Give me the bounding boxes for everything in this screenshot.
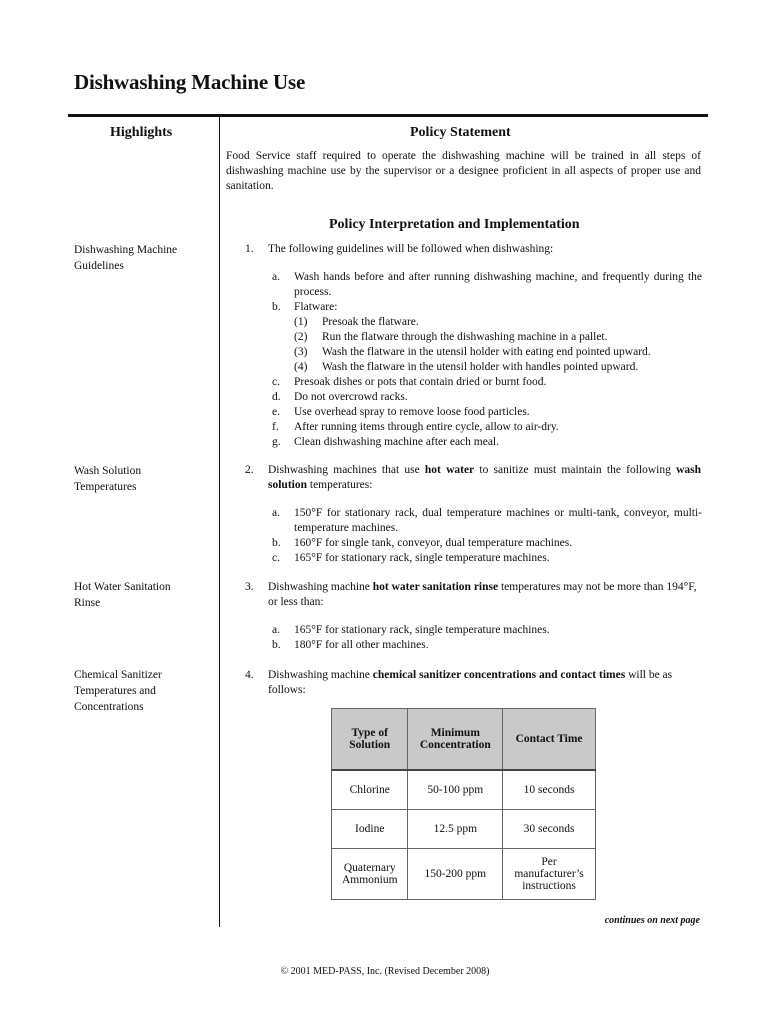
table-header: Minimum Concentration — [408, 709, 503, 771]
policy-statement-text: Food Service staff required to operate the dishwashing machine will be trained in all steps of dishwashing machine use by the supervisor or a designee proficient in all aspects of proper use and sanitation. — [226, 150, 701, 192]
section-intro: Dishwashing machines that use hot water to sanitize must maintain the following wash solution temperatures: — [268, 464, 701, 491]
table-cell: Per manufacturer’s instructions — [503, 849, 596, 900]
table-header: Type of Solution — [332, 709, 408, 771]
table-cell: Chlorine — [332, 770, 408, 810]
rinse-temperature-list: a. 165°F for stationary rack, single temperature machines. b. 180°F for all other machines. — [272, 624, 550, 651]
wash-temperature-list: a. 150°F for stationary rack, dual temperature machines or multi-tank, conveyor, multi-temperature machines. b. 160°F for single tank, conveyor, dual temperature machines. c. 165°F for stationary rack, single temperature machines. — [272, 507, 702, 564]
table-row — [332, 810, 596, 849]
section-number: 2. — [245, 464, 254, 476]
section-intro: Dishwashing machine hot water sanitation rinse temperatures may not be more than 194°F, or less than: — [268, 581, 697, 608]
section-intro: Dishwashing machine chemical sanitizer concentrations and contact times will be as follows: — [268, 669, 673, 696]
page-title: Dishwashing Machine Use — [74, 70, 306, 94]
title-rule — [68, 114, 708, 117]
table-cell: 12.5 ppm — [408, 810, 503, 849]
section-number: 4. — [245, 669, 254, 681]
table-row — [332, 770, 596, 810]
interpretation-heading: Policy Interpretation and Implementation — [329, 217, 580, 232]
table-row — [332, 849, 596, 900]
highlight-wash-solution: Wash Solution Temperatures — [74, 465, 142, 493]
policy-statement-heading: Policy Statement — [410, 125, 511, 140]
table-cell: 30 seconds — [503, 810, 596, 849]
continues-note: continues on next page — [604, 915, 700, 926]
table-cell: 150-200 ppm — [408, 849, 503, 900]
section-number: 3. — [245, 581, 254, 593]
table-header-row — [332, 709, 596, 771]
sanitizer-table — [331, 708, 596, 900]
guideline-list: a. Wash hands before and after running dishwashing machine, and frequently during the process. b. Flatware: (1) Presoak the flatware. (2) Run the flatware through the dishwashing machine in a pallet. (3) Wash the flatware in the utensil holder with eating end pointed upward. (4) Wash the flatware in the utensil holder with handles pointed upward. c. Presoak dishes or pots that contain dried or burnt food. d. Do not overcrowd racks. e. Use overhead spray to remove loose food particles. f. After running items through entire cycle, allow to air-dry. g. Clean dishwashing machine after each meal. — [272, 271, 702, 448]
table-cell: 10 seconds — [503, 770, 596, 810]
table-cell: Quaternary Ammonium — [332, 849, 408, 900]
highlight-dishwashing-guidelines: Dishwashing Machine Guidelines — [74, 244, 178, 272]
highlights-heading: Highlights — [110, 125, 173, 140]
highlight-hot-water-rinse: Hot Water Sanitation Rinse — [74, 581, 171, 609]
table-cell: Iodine — [332, 810, 408, 849]
table-header: Contact Time — [503, 709, 596, 771]
section-intro: The following guidelines will be followed when dishwashing: — [268, 243, 554, 255]
highlight-chemical-sanitizer: Chemical Sanitizer Temperatures and Concentrations — [74, 669, 162, 713]
column-divider — [219, 117, 220, 927]
section-number: 1. — [245, 243, 254, 255]
table-cell: 50-100 ppm — [408, 770, 503, 810]
page-footer: © 2001 MED-PASS, Inc. (Revised December 2008) — [280, 966, 490, 977]
